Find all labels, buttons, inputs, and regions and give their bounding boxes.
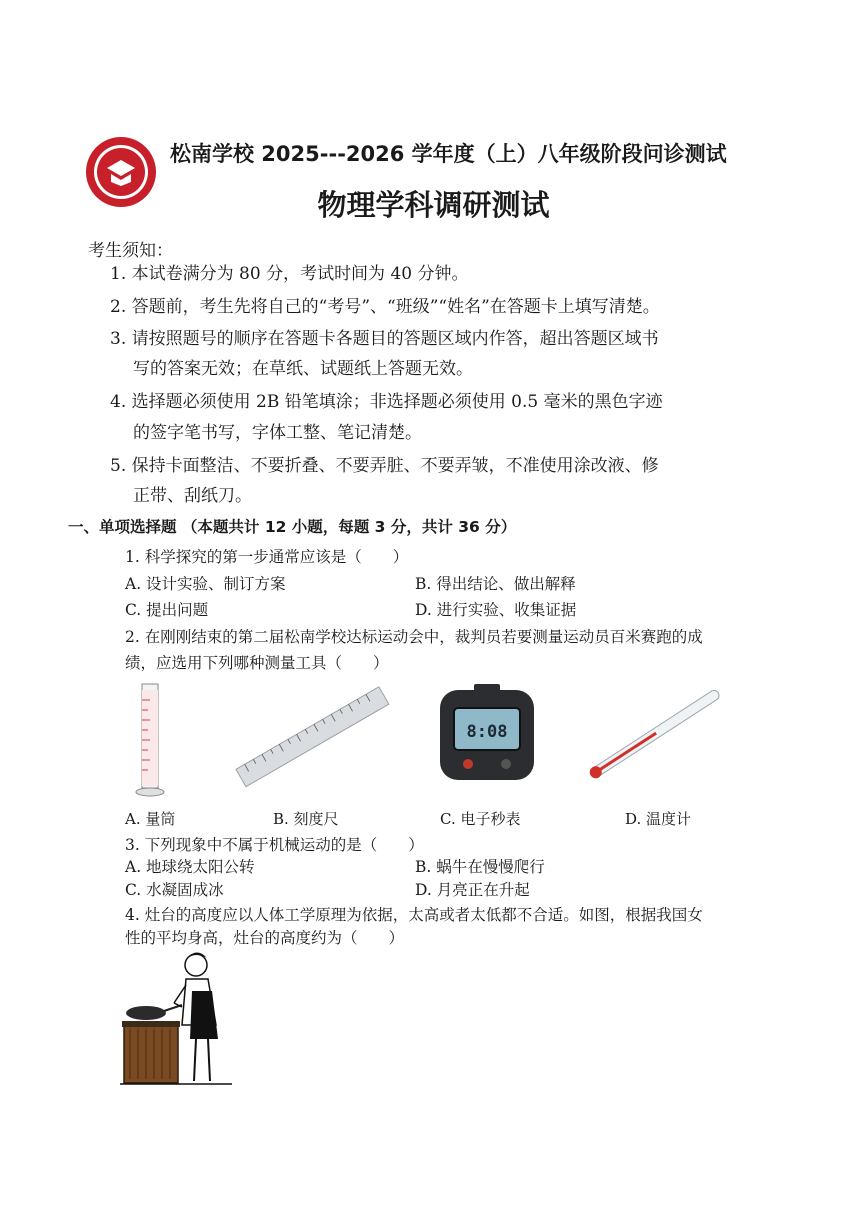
stove-cooking-illustration bbox=[120, 945, 235, 1090]
ruler-image bbox=[230, 685, 395, 790]
question-4-stem-line2: 性的平均身高，灶台的高度约为（ ） bbox=[125, 929, 405, 947]
notice-item: 3. 请按照题号的顺序在答题卡各题目的答题区域内作答，超出答题区域书 bbox=[110, 329, 659, 349]
section-heading bbox=[68, 515, 516, 537]
section-title: 一、单项选择题 bbox=[68, 518, 177, 536]
notice-item: 的签字笔书写，字体工整、笔记清楚。 bbox=[133, 423, 422, 443]
question-3-stem: 3. 下列现象中不属于机械运动的是（ ） bbox=[125, 836, 424, 854]
question-3-option-a: A. 地球绕太阳公转 bbox=[125, 858, 255, 876]
notice-item: 4. 选择题必须使用 2B 铅笔填涂；非选择题必须使用 0.5 毫米的黑色字迹 bbox=[110, 392, 663, 412]
question-2-stem-line2: 绩，应选用下列哪种测量工具（ ） bbox=[125, 654, 389, 672]
notice-item: 1. 本试卷满分为 80 分，考试时间为 40 分钟。 bbox=[110, 264, 469, 284]
question-2-option-a: A. 量筒 bbox=[125, 810, 176, 828]
question-1-option-c: C. 提出问题 bbox=[125, 601, 209, 619]
question-3-option-c: C. 水凝固成冰 bbox=[125, 881, 224, 899]
notice-item: 5. 保持卡面整洁、不要折叠、不要弄脏、不要弄皱，不准使用涂改液、修 bbox=[110, 456, 659, 476]
question-2-stem-line1: 2. 在刚刚结束的第二届松南学校达标运动会中，裁判员若要测量运动员百米赛跑的成 bbox=[125, 628, 703, 646]
question-1-option-b: B. 得出结论、做出解释 bbox=[415, 575, 576, 593]
notice-item: 正带、刮纸刀。 bbox=[133, 486, 252, 506]
question-2-option-c: C. 电子秒表 bbox=[440, 810, 521, 828]
notice-item: 2. 答题前，考生先将自己的“考号”、“班级”“姓名”在答题卡上填写清楚。 bbox=[110, 297, 660, 317]
question-1-option-d: D. 进行实验、收集证据 bbox=[415, 601, 577, 619]
question-3-option-d: D. 月亮正在升起 bbox=[415, 881, 530, 899]
section-meta: （本题共计 12 小题，每题 3 分，共计 36 分） bbox=[181, 518, 517, 536]
question-2-option-d: D. 温度计 bbox=[625, 810, 692, 828]
question-4-stem-line1: 4. 灶台的高度应以人体工学原理为依据，太高或者太低都不合适。如图，根据我国女 bbox=[125, 906, 703, 924]
school-title: 松南学校 2025---2026 学年度（上）八年级阶段问诊测试 bbox=[170, 142, 727, 166]
notice-item: 写的答案无效；在草纸、试题纸上答题无效。 bbox=[133, 359, 473, 379]
question-2-option-b: B. 刻度尺 bbox=[273, 810, 339, 828]
question-3-option-b: B. 蜗牛在慢慢爬行 bbox=[415, 858, 545, 876]
graduated-cylinder-image bbox=[130, 680, 170, 800]
question-1-option-a: A. 设计实验、制订方案 bbox=[125, 575, 286, 593]
notice-heading: 考生须知： bbox=[88, 241, 173, 261]
thermometer-image bbox=[575, 685, 735, 785]
question-1-stem: 1. 科学探究的第一步通常应该是（ ） bbox=[125, 548, 409, 566]
stopwatch-display: 8:08 bbox=[466, 722, 508, 742]
subject-title: 物理学科调研测试 bbox=[317, 188, 550, 222]
